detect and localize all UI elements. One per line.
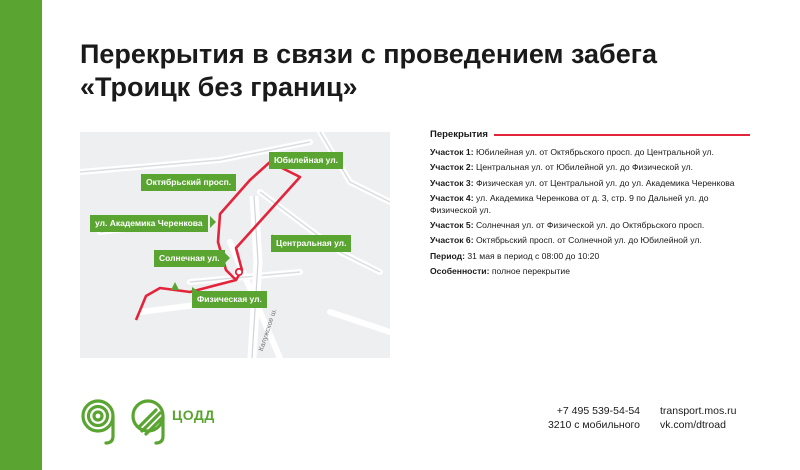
- map-label-oktyabrsky: Октябрьский просп.: [141, 174, 236, 191]
- codd-logo-icon: [80, 396, 170, 446]
- closure-item-text: Центральная ул. от Юбилейной ул. до Физической ул.: [473, 162, 693, 173]
- heading-divider: [494, 134, 750, 136]
- period-label: Период:: [430, 250, 465, 261]
- title-line-2: «Троицк без границ»: [80, 72, 358, 102]
- period-item: [430, 251, 750, 262]
- map-label-kaluzhskoe: Калужское ш.: [258, 307, 279, 353]
- closure-item-label: Участок 1:: [430, 147, 474, 157]
- map-label-solnechnaya: Солнечная ул.: [154, 250, 225, 267]
- closure-item: [430, 220, 750, 231]
- closures-heading: Перекрытия: [430, 129, 488, 140]
- closure-item: [430, 178, 750, 189]
- map-label-tsentralnaya: Центральная ул.: [271, 235, 351, 252]
- closure-item-text: Солнечная ул. от Физической ул. до Октябрьского просп.: [473, 220, 705, 231]
- closure-item: [430, 193, 750, 216]
- features-text: полное перекрытие: [489, 266, 571, 277]
- side-accent-bar: [0, 0, 42, 470]
- page-title: [80, 38, 780, 104]
- closure-item-text: ул. Академика Черенкова от д. 3, стр. 9 по Дальней ул. до Физической ул.: [430, 193, 709, 215]
- closure-item-text: Юбилейная ул. от Октябрьского просп. до Центральной ул.: [473, 147, 714, 157]
- closure-item-label: Участок 5:: [430, 220, 474, 231]
- phone-number[interactable]: +7 495 539-54-54: [556, 405, 640, 417]
- brand-name: ЦОДД: [172, 407, 215, 423]
- codd-logo: [80, 396, 170, 451]
- route-map: [80, 132, 390, 358]
- links-block: [660, 404, 780, 432]
- closure-item-text: Физическая ул. от Центральной ул. до ул. Академика Черенкова: [473, 177, 735, 188]
- vk-link[interactable]: vk.com/dtroad: [660, 419, 726, 431]
- mobile-number: 3210 с мобильного: [547, 419, 640, 431]
- closure-item-label: Участок 2:: [430, 162, 474, 173]
- map-label-yubileynaya: Юбилейная ул.: [269, 152, 343, 169]
- closure-item-label: Участок 3:: [430, 177, 474, 188]
- closure-item-text: Октябрьский просп. от Солнечной ул. до Юбилейной ул.: [473, 235, 702, 246]
- closure-item: [430, 147, 750, 158]
- map-label-cherenkova: ул. Академика Черенкова: [90, 215, 208, 232]
- closure-item: [430, 162, 750, 173]
- period-text: 31 мая в период с 08:00 до 10:20: [464, 250, 600, 261]
- closure-item: [430, 235, 750, 246]
- features-label: Особенности:: [430, 266, 490, 277]
- map-label-fizicheskaya: Физическая ул.: [192, 291, 267, 308]
- closures-header: [430, 129, 750, 140]
- closure-item-label: Участок 4:: [430, 193, 474, 204]
- features-item: [430, 266, 750, 277]
- closures-panel: [430, 129, 750, 282]
- phone-block: [520, 404, 640, 432]
- site-link[interactable]: transport.mos.ru: [660, 405, 737, 417]
- closure-item-label: Участок 6:: [430, 235, 474, 246]
- title-line-1: Перекрытия в связи с проведением забега: [80, 39, 658, 69]
